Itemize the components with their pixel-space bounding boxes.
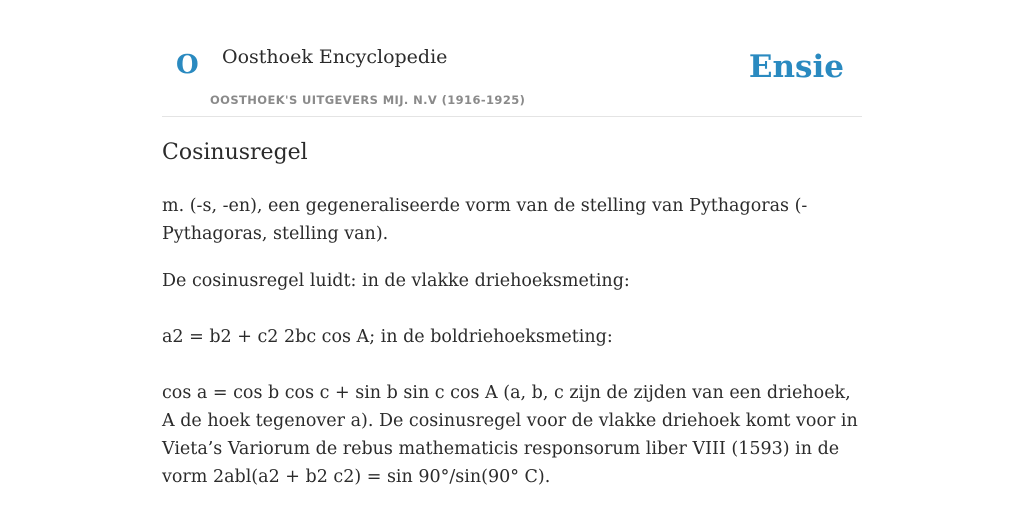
article-title: Cosinusregel bbox=[162, 140, 308, 165]
site-title[interactable]: Oosthoek Encyclopedie bbox=[222, 46, 448, 68]
brand-logo[interactable]: Ensie bbox=[748, 49, 844, 85]
site-header bbox=[162, 0, 862, 117]
article-paragraph: a2 = b2 + c2 2bc cos A; in de boldriehoeksmeting: bbox=[162, 327, 613, 347]
article-paragraph: cos a = cos b cos c + sin b sin c cos A (a, b, c zijn de zijden van een driehoek, A de hoek tegenover a). De cosinusregel voor de vlakke driehoek komt voor in Vieta’s Variorum de rebus mathematicis responsorum liber VIII (1593) in de vorm 2abl(a2 + b2 c2) = sin 90°/sin(90° C). bbox=[162, 383, 858, 487]
site-logo[interactable]: O bbox=[176, 50, 199, 80]
article-paragraph: De cosinusregel luidt: in de vlakke driehoeksmeting: bbox=[162, 271, 630, 291]
article-paragraph: m. (-s, -en), een gegeneraliseerde vorm van de stelling van Pythagoras (-Pythagoras, stelling van). bbox=[162, 196, 808, 244]
publisher-subtitle: OOSTHOEK'S UITGEVERS MIJ. N.V (1916-1925) bbox=[210, 93, 526, 107]
page bbox=[162, 0, 862, 512]
